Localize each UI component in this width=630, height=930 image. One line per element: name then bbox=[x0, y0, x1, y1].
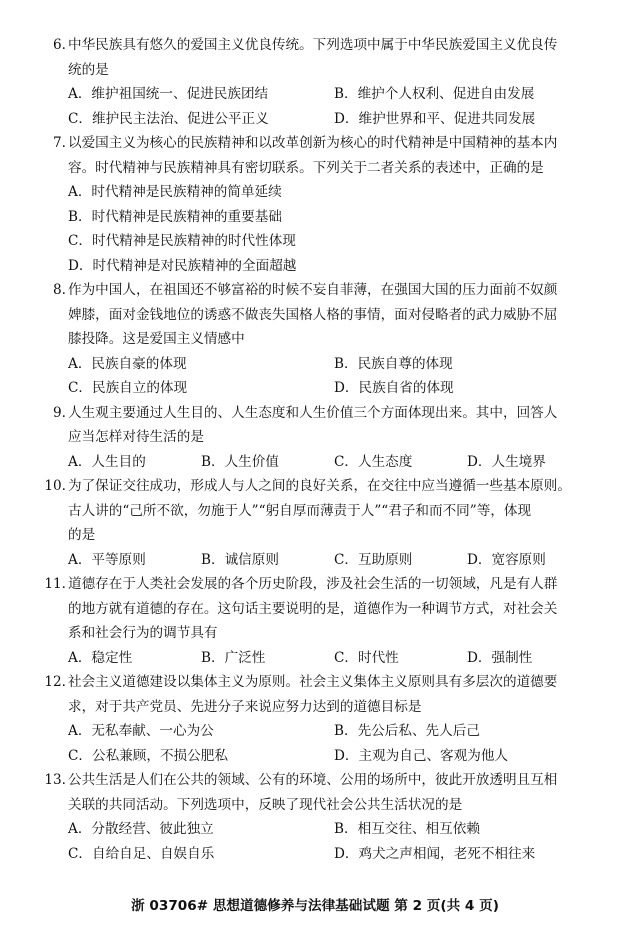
option-row bbox=[34, 842, 602, 867]
question-text: 应当怎样对待生活的是 bbox=[68, 429, 204, 445]
question-stem-line bbox=[34, 474, 602, 499]
option-row bbox=[34, 719, 602, 744]
answer-option: C．公私兼顾，不损公肥私 bbox=[68, 747, 228, 764]
question-number: 10. bbox=[44, 478, 66, 494]
question-stem-line bbox=[34, 425, 602, 450]
question-text: 公共生活是人们在公共的领域、公有的环境、公用的场所中，彼此开放透明且互相 bbox=[68, 772, 558, 788]
question-stem-line bbox=[34, 278, 602, 303]
option-row bbox=[34, 254, 602, 279]
question-text: 的是 bbox=[68, 527, 96, 543]
question-text: 中华民族具有悠久的爱国主义优良传统。下列选项中属于中华民族爱国主义优良传 bbox=[68, 37, 558, 53]
question-5 bbox=[34, 474, 602, 572]
answer-option: C．民族自立的体现 bbox=[68, 380, 188, 396]
answer-option: B．广泛性 bbox=[201, 649, 266, 666]
option-row bbox=[34, 229, 602, 254]
answer-option: C．自给自足、自娱自乐 bbox=[68, 845, 215, 862]
question-3 bbox=[34, 278, 602, 401]
option-row bbox=[34, 180, 602, 205]
option-row bbox=[34, 107, 602, 132]
question-text: 人生观主要通过人生目的、人生态度和人生价值三个方面体现出来。其中，回答人 bbox=[68, 404, 558, 421]
option-row bbox=[34, 205, 602, 230]
question-6 bbox=[34, 572, 602, 670]
question-text: 婢膝，面对金钱地位的诱惑不做丧失国格人格的事情，面对侵略者的武力威胁不屈 bbox=[68, 306, 558, 323]
question-stem-line bbox=[34, 695, 602, 720]
question-stem-line bbox=[34, 327, 602, 352]
answer-option: A．平等原则 bbox=[68, 551, 146, 568]
question-stem-line bbox=[34, 499, 602, 524]
answer-option: D．民族自省的体现 bbox=[334, 380, 454, 396]
question-text: 膝投降。这是爱国主义情感中 bbox=[68, 331, 245, 347]
option-row bbox=[34, 82, 602, 107]
question-text: 系和社会行为的调节具有 bbox=[68, 625, 218, 641]
question-stem-line bbox=[34, 58, 602, 83]
question-number: 9. bbox=[53, 404, 66, 421]
answer-option: D．时代精神是对民族精神的全面超越 bbox=[68, 257, 297, 274]
question-text: 求，对于共产党员、先进分子来说应努力达到的道德目标是 bbox=[68, 698, 422, 715]
answer-option: C．维护民主法治、促进公平正义 bbox=[68, 110, 269, 127]
answer-option: C．时代性 bbox=[334, 649, 399, 666]
answer-option: D．宽容原则 bbox=[467, 551, 546, 568]
answer-option: D．人生境界 bbox=[467, 453, 546, 470]
answer-option: C．时代精神是民族精神的时代性体现 bbox=[68, 233, 296, 249]
question-2 bbox=[34, 131, 602, 278]
answer-option: B．相互交往、相互依赖 bbox=[334, 821, 480, 837]
answer-option: B．先公后私、先人后己 bbox=[334, 723, 480, 739]
answer-option: A．稳定性 bbox=[68, 649, 133, 666]
option-row bbox=[34, 646, 602, 671]
question-number: 13. bbox=[44, 772, 66, 788]
option-row bbox=[34, 744, 602, 769]
question-1 bbox=[34, 33, 602, 131]
question-number: 6. bbox=[53, 37, 66, 53]
answer-option: B．诚信原则 bbox=[201, 551, 279, 568]
question-stem-line bbox=[34, 670, 602, 695]
question-stem-line bbox=[34, 621, 602, 646]
answer-option: D．主观为自己、客观为他人 bbox=[334, 747, 509, 764]
question-text: 古人讲的“己所不欲，勿施于人”“躬自厚而薄责于人”“君子和而不同”等，体现 bbox=[68, 502, 532, 519]
question-stem-line bbox=[34, 523, 602, 548]
answer-option: B．人生价值 bbox=[201, 453, 279, 470]
option-row bbox=[34, 352, 602, 377]
answer-option: B．民族自尊的体现 bbox=[334, 355, 453, 372]
answer-option: A．人生目的 bbox=[68, 453, 146, 470]
question-number: 8. bbox=[53, 282, 66, 298]
question-text: 作为中国人，在祖国还不够富裕的时候不妄自菲薄，在强国大国的压力面前不奴颜 bbox=[68, 282, 558, 298]
question-number: 12. bbox=[44, 674, 66, 690]
question-number: 7. bbox=[53, 135, 66, 151]
answer-option: A．维护祖国统一、促进民族团结 bbox=[68, 86, 269, 102]
page-footer: 浙 03706# 思想道德修养与法律基础试题 第 2 页(共 4 页) bbox=[131, 898, 499, 914]
question-7 bbox=[34, 670, 602, 768]
answer-option: A．民族自豪的体现 bbox=[68, 355, 187, 372]
question-8 bbox=[34, 768, 602, 866]
answer-option: B．维护个人权利、促进自由发展 bbox=[334, 86, 535, 102]
answer-option: D．强制性 bbox=[467, 649, 533, 666]
answer-option: A．分散经营、彼此独立 bbox=[68, 821, 214, 837]
question-stem-line bbox=[34, 33, 602, 58]
answer-option: A．时代精神是民族精神的简单延续 bbox=[68, 184, 282, 200]
question-stem-line bbox=[34, 793, 602, 818]
question-text: 为了保证交往成功，形成人与人之间的良好关系，在交往中应当遵循一些基本原则。 bbox=[68, 478, 571, 494]
answer-option: B．时代精神是民族精神的重要基础 bbox=[68, 208, 282, 225]
question-stem-line bbox=[34, 156, 602, 181]
question-text: 统的是 bbox=[68, 61, 109, 78]
question-text: 关联的共同活动。下列选项中，反映了现代社会公共生活状况的是 bbox=[68, 796, 463, 813]
question-text: 以爱国主义为核心的民族精神和以改革创新为核心的时代精神是中国精神的基本内 bbox=[68, 135, 558, 151]
question-stem-line bbox=[34, 768, 602, 793]
question-4 bbox=[34, 401, 602, 475]
question-text: 容。时代精神与民族精神具有密切联系。下列关于二者关系的表述中，正确的是 bbox=[68, 159, 544, 176]
question-stem-line bbox=[34, 131, 602, 156]
option-row bbox=[34, 376, 602, 401]
option-row bbox=[34, 450, 602, 475]
question-stem-line bbox=[34, 572, 602, 597]
answer-option: A．无私奉献、一心为公 bbox=[68, 723, 214, 739]
question-text: 的地方就有道德的存在。这句话主要说明的是，道德作为一种调节方式，对社会关 bbox=[68, 600, 558, 617]
answer-option: D．维护世界和平、促进共同发展 bbox=[334, 110, 536, 127]
question-stem-line bbox=[34, 597, 602, 622]
option-row bbox=[34, 817, 602, 842]
question-text: 道德存在于人类社会发展的各个历史阶段，涉及社会生活的一切领域，凡是有人群 bbox=[68, 576, 558, 592]
answer-option: D．鸡犬之声相闻，老死不相往来 bbox=[334, 845, 536, 862]
question-stem-line bbox=[34, 303, 602, 328]
question-stem-line bbox=[34, 401, 602, 426]
option-row bbox=[34, 548, 602, 573]
answer-option: C．互助原则 bbox=[334, 551, 413, 568]
answer-option: C．人生态度 bbox=[334, 453, 413, 470]
question-number: 11. bbox=[44, 576, 66, 592]
question-text: 社会主义道德建设以集体主义为原则。社会主义集体主义原则具有多层次的道德要 bbox=[68, 674, 558, 690]
